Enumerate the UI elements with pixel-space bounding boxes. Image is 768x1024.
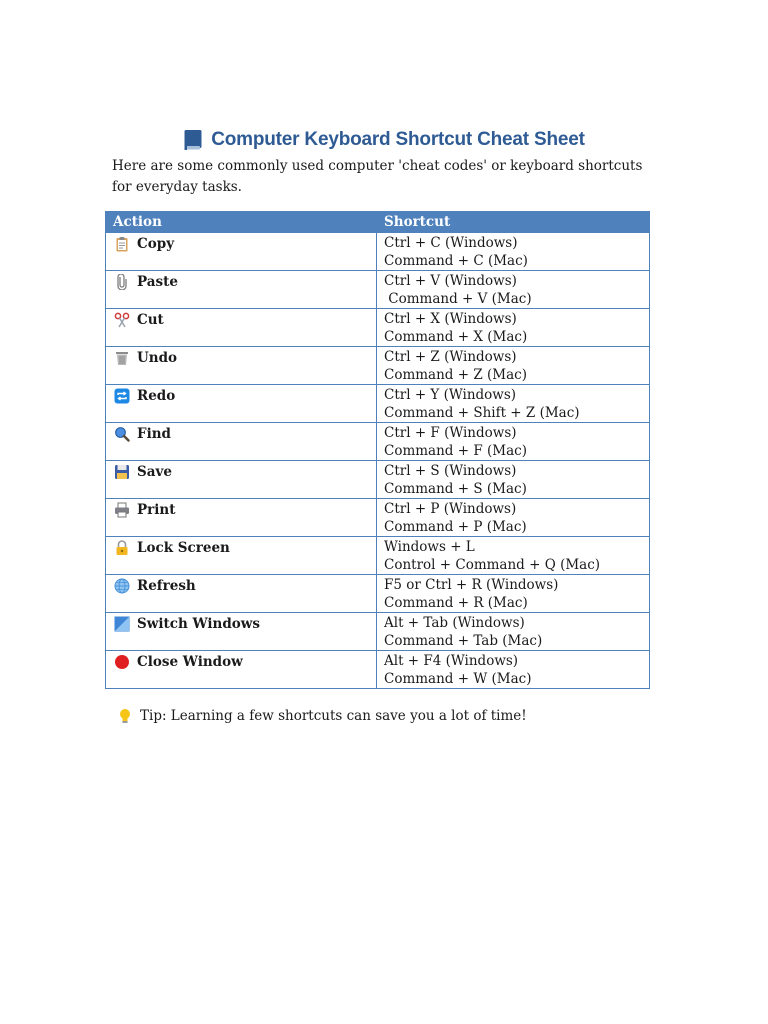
shortcut-mac: Command + F (Mac) <box>384 443 527 459</box>
action-label-row <box>113 348 376 368</box>
shortcut-cell <box>377 271 650 309</box>
action-name: Refresh <box>137 578 196 594</box>
shortcut-windows: Ctrl + Z (Windows) <box>384 349 517 365</box>
action-label-row <box>113 652 376 672</box>
shortcut-cell <box>377 385 650 423</box>
table-row <box>106 347 650 385</box>
shortcut-windows: Alt + Tab (Windows) <box>384 615 525 631</box>
light-bulb-icon <box>116 707 134 725</box>
shortcut-cell <box>377 309 650 347</box>
action-label-row <box>113 310 376 330</box>
shortcut-mac: Command + R (Mac) <box>384 595 528 611</box>
shortcut-cell <box>377 651 650 689</box>
table-row <box>106 499 650 537</box>
book-icon <box>183 129 203 151</box>
shortcut-cell <box>377 499 650 537</box>
page-title: Computer Keyboard Shortcut Cheat Sheet <box>211 129 585 150</box>
shortcut-mac: Command + Z (Mac) <box>384 367 527 383</box>
shortcut-table <box>105 211 650 689</box>
shortcut-windows: Ctrl + S (Windows) <box>384 463 517 479</box>
shortcut-windows: Windows + L <box>384 539 475 555</box>
shortcut-windows: Ctrl + F (Windows) <box>384 425 517 441</box>
table-row <box>106 613 650 651</box>
action-cell <box>106 423 377 461</box>
table-row <box>106 423 650 461</box>
action-cell <box>106 271 377 309</box>
action-cell <box>106 651 377 689</box>
action-name: Lock Screen <box>137 540 230 556</box>
shortcut-windows: Ctrl + C (Windows) <box>384 235 518 251</box>
action-name: Close Window <box>137 654 243 670</box>
action-name: Save <box>137 464 172 480</box>
shortcut-windows: Ctrl + V (Windows) <box>384 273 517 289</box>
action-cell <box>106 461 377 499</box>
column-header-action: Action <box>106 212 377 233</box>
table-row <box>106 385 650 423</box>
table-header-row <box>106 212 650 233</box>
shortcut-cell <box>377 613 650 651</box>
clipboard-icon <box>113 235 131 253</box>
title-row <box>0 126 768 154</box>
action-cell <box>106 347 377 385</box>
action-name: Switch Windows <box>137 616 261 632</box>
shortcut-cell <box>377 347 650 385</box>
action-name: Find <box>137 426 171 442</box>
action-cell <box>106 613 377 651</box>
column-header-shortcut: Shortcut <box>377 212 650 233</box>
shortcut-cell <box>377 461 650 499</box>
paperclip-icon <box>113 273 131 291</box>
table-row <box>106 651 650 689</box>
action-name: Redo <box>137 388 176 404</box>
action-label-row <box>113 576 376 596</box>
red-circle-icon <box>113 653 131 671</box>
shortcut-windows: Alt + F4 (Windows) <box>384 653 519 669</box>
action-name: Cut <box>137 312 164 328</box>
tip-line <box>116 706 527 726</box>
action-name: Paste <box>137 274 178 290</box>
action-cell <box>106 575 377 613</box>
action-label-row <box>113 272 376 292</box>
shortcut-windows: Ctrl + Y (Windows) <box>384 387 517 403</box>
action-name: Copy <box>137 236 175 252</box>
shortcut-mac: Command + V (Mac) <box>384 291 532 307</box>
shortcut-cell <box>377 423 650 461</box>
table-row <box>106 309 650 347</box>
scissors-icon <box>113 311 131 329</box>
lock-icon <box>113 539 131 557</box>
printer-icon <box>113 501 131 519</box>
shortcut-windows: Ctrl + X (Windows) <box>384 311 517 327</box>
shortcut-mac: Command + X (Mac) <box>384 329 528 345</box>
action-label-row <box>113 462 376 482</box>
action-label-row <box>113 614 376 634</box>
shortcut-cell <box>377 537 650 575</box>
floppy-disk-icon <box>113 463 131 481</box>
shortcut-mac: Command + C (Mac) <box>384 253 528 269</box>
shortcut-mac: Command + P (Mac) <box>384 519 527 535</box>
action-cell <box>106 233 377 271</box>
shortcut-mac: Command + Shift + Z (Mac) <box>384 405 580 421</box>
action-cell <box>106 309 377 347</box>
repeat-icon <box>113 387 131 405</box>
shortcut-cell <box>377 575 650 613</box>
action-cell <box>106 385 377 423</box>
action-label-row <box>113 500 376 520</box>
wastebasket-icon <box>113 349 131 367</box>
action-cell <box>106 537 377 575</box>
table-row <box>106 575 650 613</box>
action-label-row <box>113 386 376 406</box>
shortcut-mac: Control + Command + Q (Mac) <box>384 557 601 573</box>
globe-icon <box>113 577 131 595</box>
table-row <box>106 271 650 309</box>
action-label-row <box>113 424 376 444</box>
window-icon <box>113 615 131 633</box>
table-row <box>106 233 650 271</box>
table-body <box>106 233 650 689</box>
shortcut-mac: Command + Tab (Mac) <box>384 633 543 649</box>
shortcut-windows: Ctrl + P (Windows) <box>384 501 517 517</box>
action-label-row <box>113 234 376 254</box>
tip-text: Tip: Learning a few shortcuts can save you a lot of time! <box>140 708 527 724</box>
action-name: Undo <box>137 350 178 366</box>
table-row <box>106 461 650 499</box>
intro-paragraph: Here are some commonly used computer 'cheat codes' or keyboard shortcuts for everyday tasks. <box>112 158 643 195</box>
shortcut-windows: F5 or Ctrl + R (Windows) <box>384 577 559 593</box>
table-row <box>106 537 650 575</box>
shortcut-mac: Command + S (Mac) <box>384 481 527 497</box>
shortcut-mac: Command + W (Mac) <box>384 671 532 687</box>
magnifier-icon <box>113 425 131 443</box>
action-name: Print <box>137 502 176 518</box>
action-label-row <box>113 538 376 558</box>
shortcut-cell <box>377 233 650 271</box>
action-cell <box>106 499 377 537</box>
